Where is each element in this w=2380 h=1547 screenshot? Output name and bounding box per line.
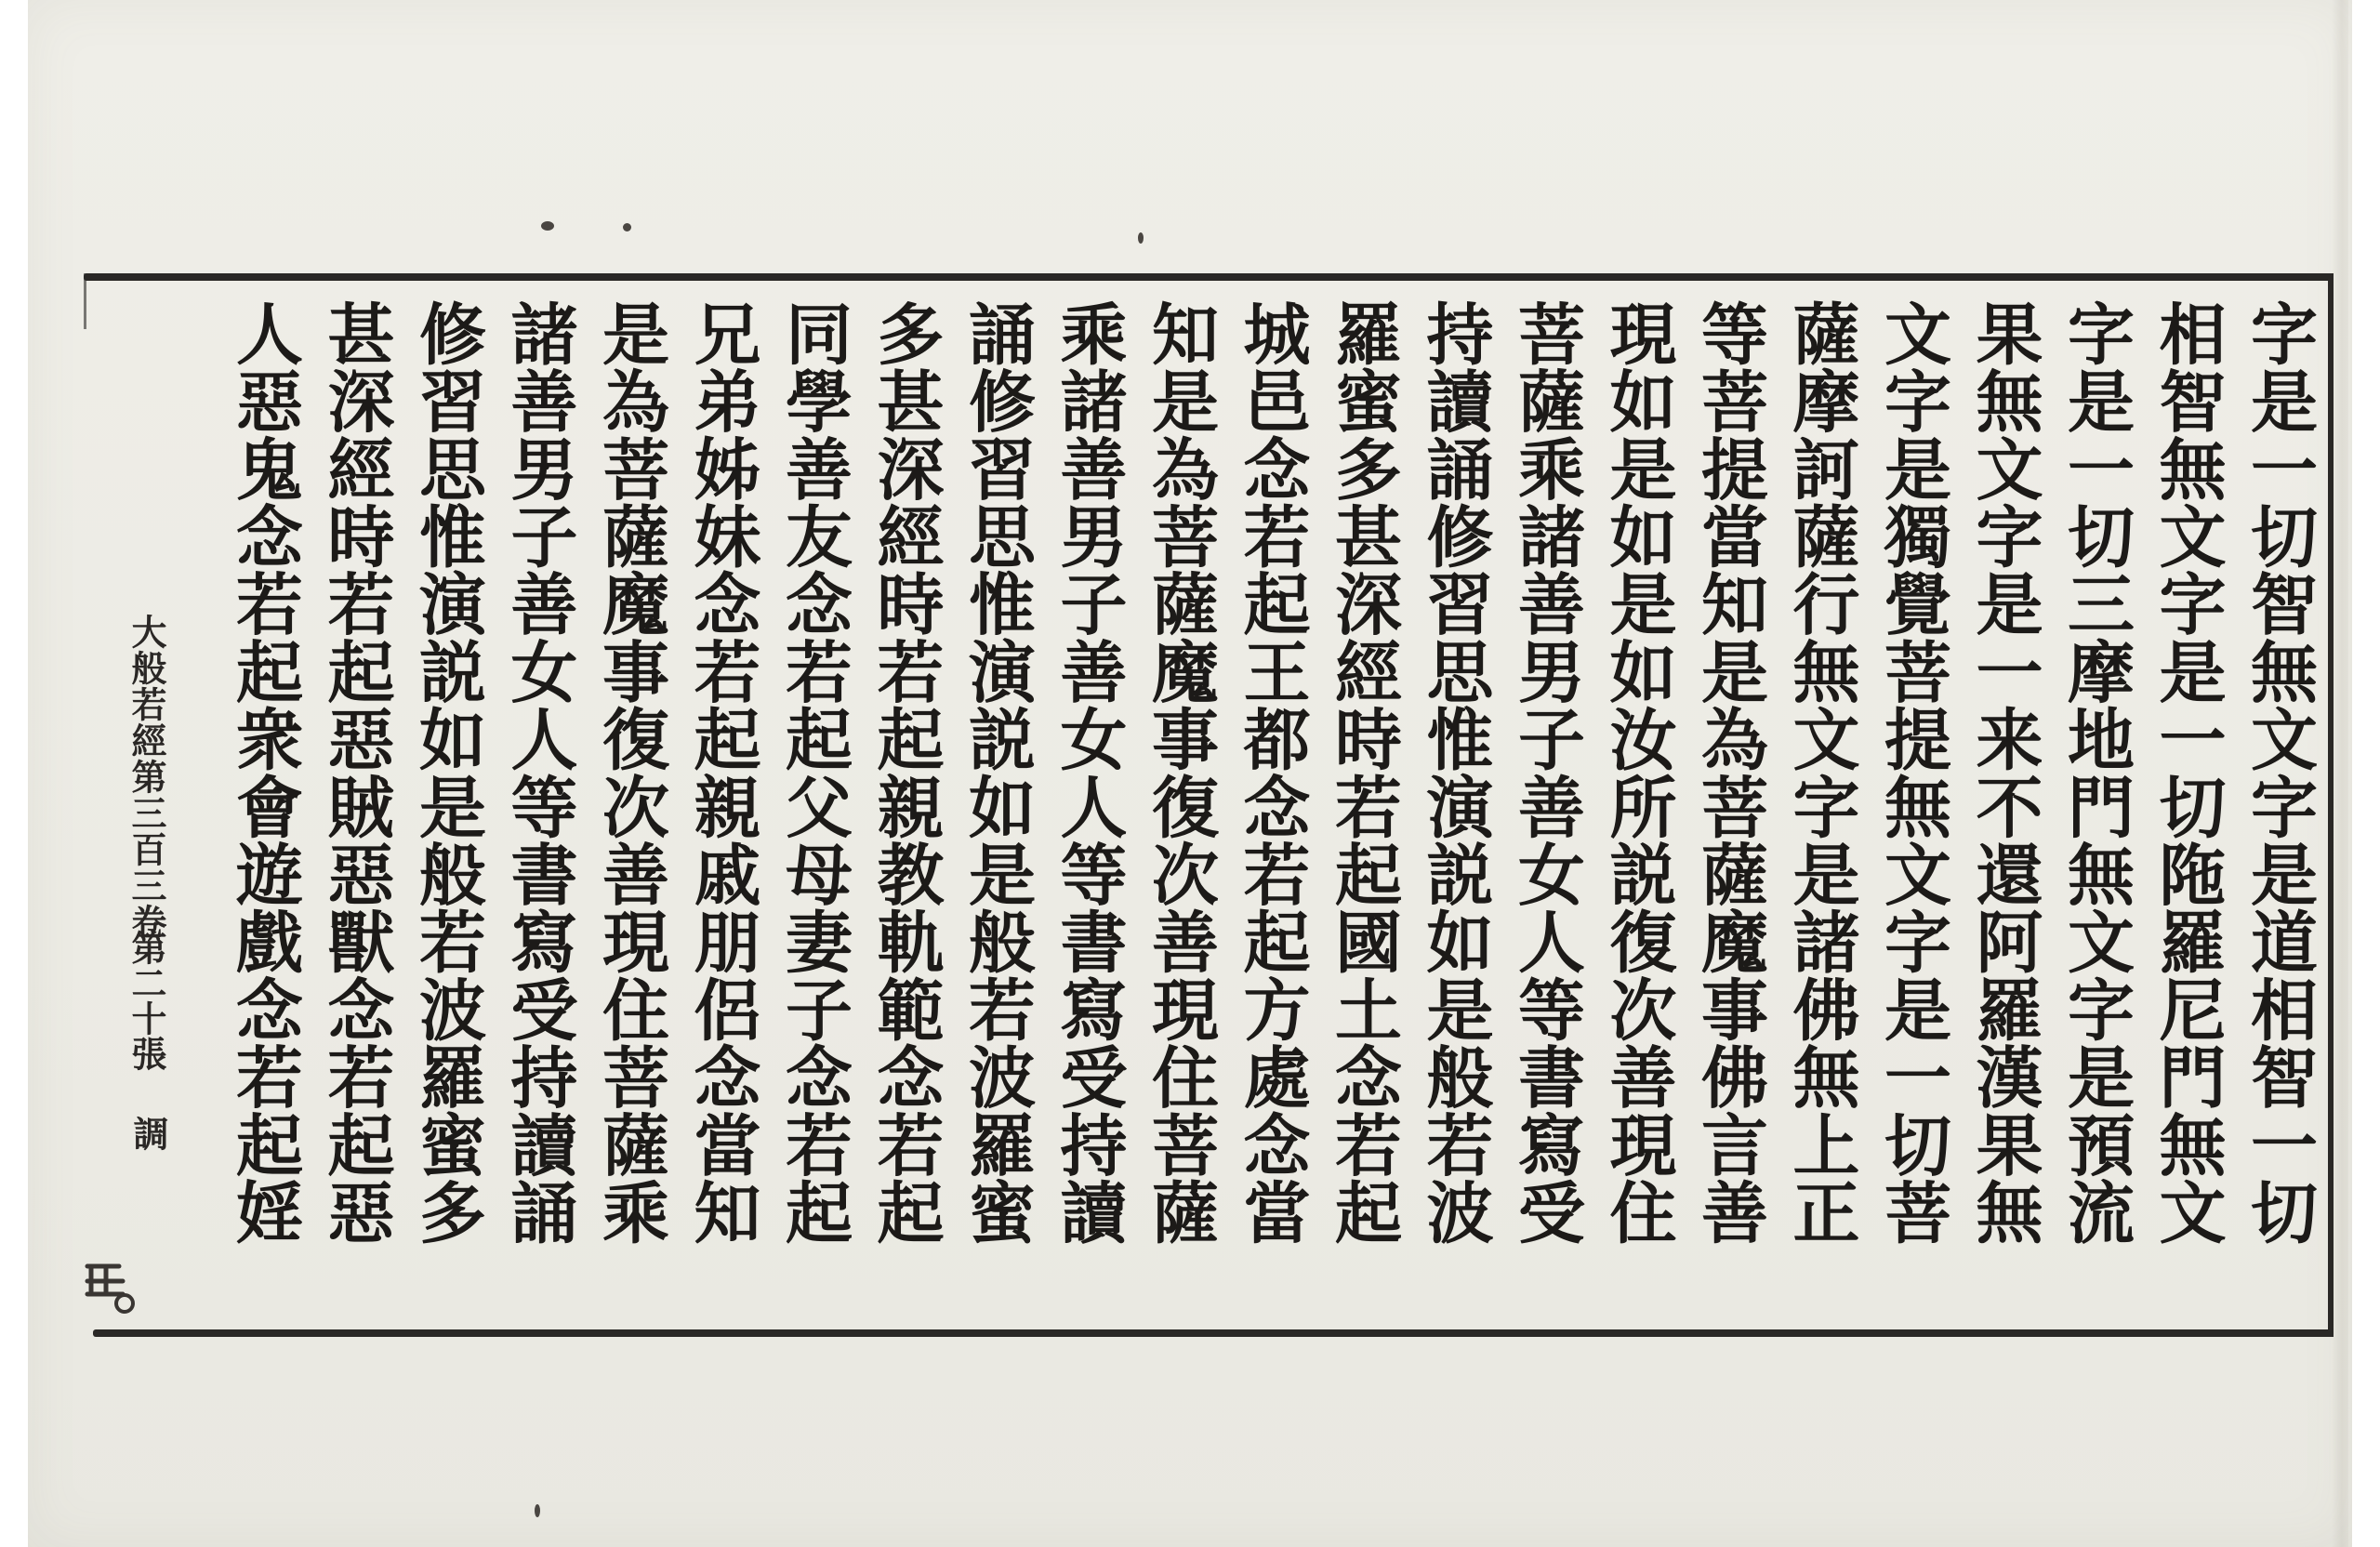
text-column: 甚深經時若起惡賊惡獸念若起惡 <box>316 299 396 1246</box>
text-column: 果無文字是一来不還阿羅漢果無 <box>1964 299 2044 1246</box>
margin-seal-mark <box>82 1253 138 1318</box>
ink-speck <box>535 1504 540 1517</box>
text-column: 菩薩乘諸善男子善女人等書寫受 <box>1507 299 1586 1246</box>
left-border-stub <box>84 273 86 329</box>
text-column: 乘諸善男子善女人等書寫受持讀 <box>1049 299 1129 1246</box>
ink-speck <box>623 223 631 231</box>
margin-engraver-mark: 調 <box>127 1116 169 1151</box>
bottom-border-rule <box>93 1329 2334 1337</box>
text-column: 諸善男子善女人等書寫受持讀誦 <box>499 299 579 1246</box>
text-column: 誦修習思惟演説如是般若波羅蜜 <box>958 299 1037 1246</box>
text-column: 人惡鬼念若起衆會遊戲念若起婬 <box>225 299 304 1246</box>
text-column: 兄弟姊妹念若起親戚朋侶念當知 <box>682 299 762 1246</box>
top-border-rule <box>84 273 2334 281</box>
margin-title: 大般若經第三百三卷 <box>126 614 167 940</box>
scripture-page <box>28 0 2352 1547</box>
text-column: 相智無文字是一切陁羅尼門無文 <box>2148 299 2228 1246</box>
text-column: 城邑念若起王都念若起方處念當 <box>1232 299 1312 1246</box>
text-column: 羅蜜多甚深經時若起國土念若起 <box>1324 299 1403 1246</box>
scripture-text-block <box>223 299 2320 1322</box>
text-column: 持讀誦修習思惟演説如是般若波 <box>1415 299 1495 1246</box>
ink-speck <box>1138 232 1144 244</box>
text-column: 多甚深經時若起親教軌範念若起 <box>866 299 945 1246</box>
page-edge-shadow <box>2332 0 2348 1547</box>
text-column: 現如是如是如汝所説復次善現住 <box>1598 299 1678 1246</box>
text-column: 字是一切智無文字是道相智一切 <box>2240 299 2319 1246</box>
margin-page-number: 第二十張 <box>126 930 167 1071</box>
text-column: 知是為菩薩魔事復次善現住菩薩 <box>1141 299 1220 1246</box>
text-column: 薩摩訶薩行無文字是諸佛無上正 <box>1781 299 1861 1246</box>
text-column: 文字是獨覺菩提無文字是一切菩 <box>1873 299 1952 1246</box>
text-column: 同學善友念若起父母妻子念若起 <box>774 299 853 1246</box>
right-border-rule <box>2328 273 2334 1337</box>
text-column: 字是一切三摩地門無文字是預流 <box>2056 299 2135 1246</box>
text-column: 是為菩薩魔事復次善現住菩薩乘 <box>591 299 670 1246</box>
text-column: 等菩提當知是為菩薩魔事佛言善 <box>1690 299 1769 1246</box>
ink-speck <box>541 221 554 231</box>
text-column: 修習思惟演説如是般若波羅蜜多 <box>408 299 487 1246</box>
